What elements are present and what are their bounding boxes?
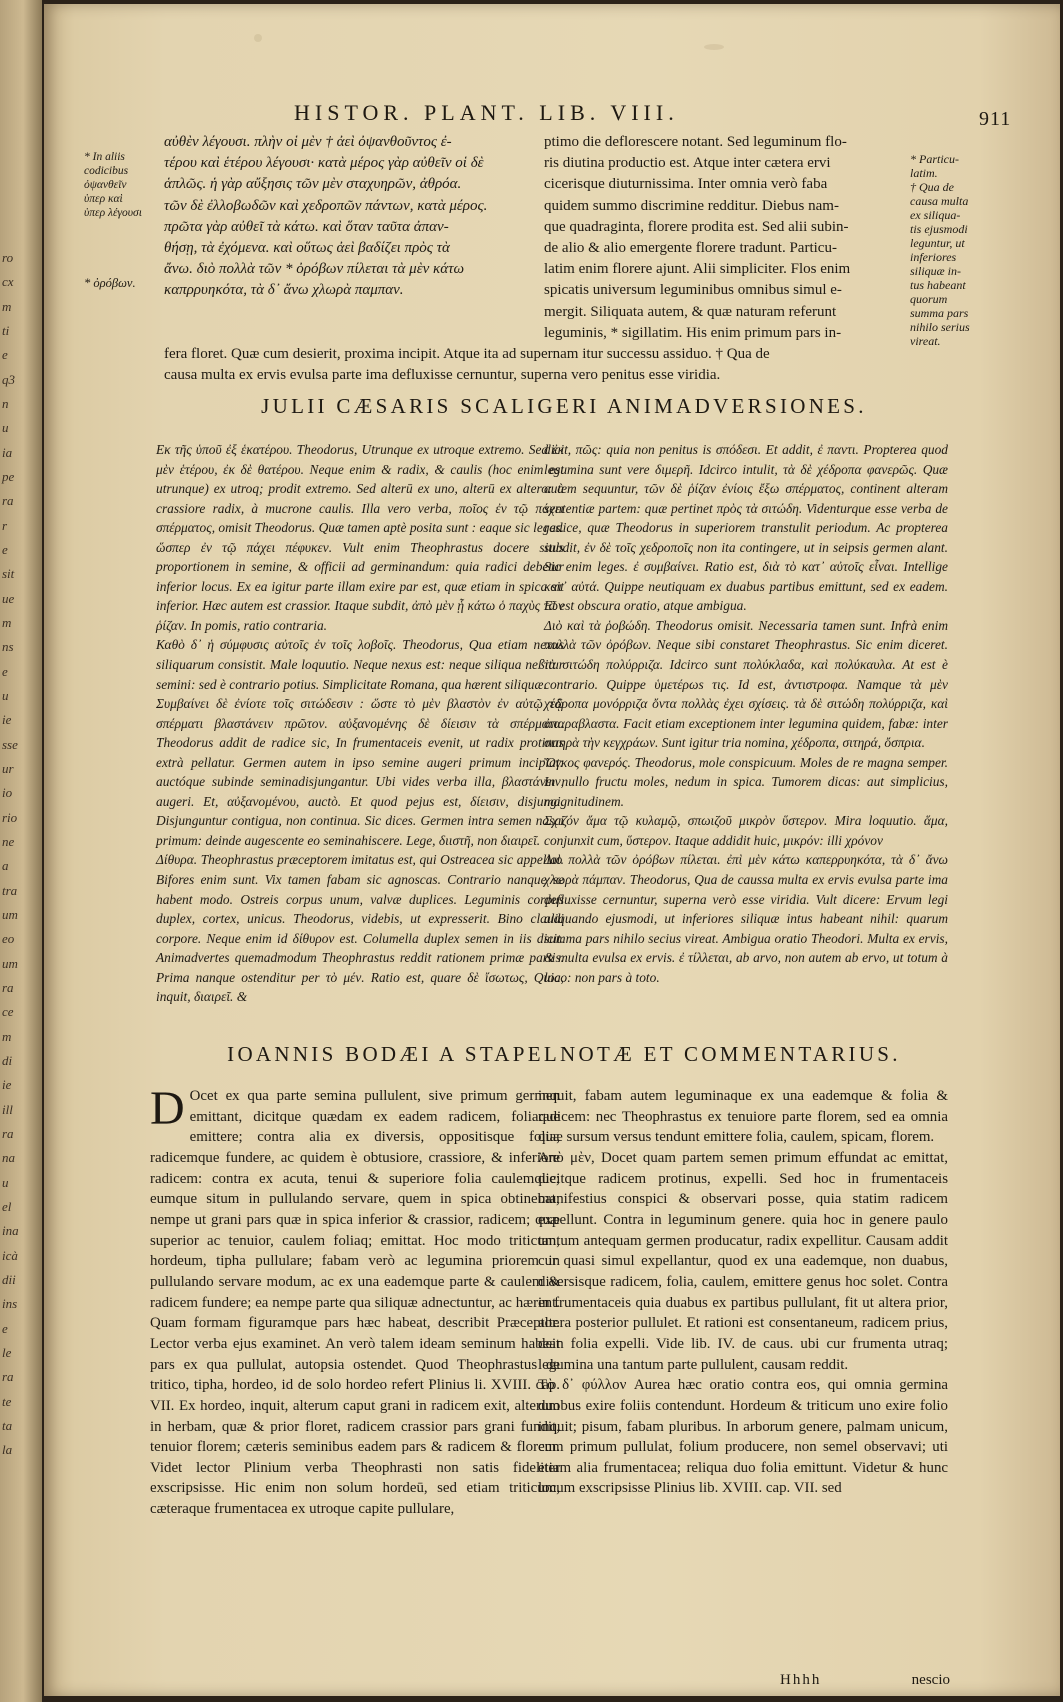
bodaeus-section-title: IOANNIS BODÆI A STAPELNOTÆ ET COMMENTARIUS.: [227, 1042, 901, 1066]
scaliger-section-title: JULII CÆSARIS SCALIGERI ANIMADVERSIONES.: [261, 394, 867, 418]
previous-page-fragment: eo: [2, 931, 15, 947]
previous-page-fragment: ro: [2, 250, 14, 265]
bodaeus-paragraph: Ἀπὸ μὲν, Docet quam partem semen primum effundat ac emittat, dicitque radicem protinus, expelli. Sed hoc in frumentaceis manifestius conspici & observari posse, quia statim radicem expellunt. Contra in leguminum genere. quia hoc in genere paulo tantum antequam germen producatur, radix expellitur. Causam addit cur quasi simul expellantur, quod ex una eademque, non duabus, diversisque radicem, folia, caulem, emittere genus hoc solet. Contra in frumentaceis quia duabus ex partibus pullulant, fit ut altera prior, altera posterior pullulet. Et rationi est consentaneum, radicem prius, dein folia expelli. Vide lib. IV. de caus. ubi cur frumenta utraq; legumina una tantum parte pullulent, causam reddit.: [538, 1149, 948, 1373]
previous-page-fragment: u: [2, 420, 9, 436]
previous-page-fragment: el: [2, 1199, 12, 1215]
previous-page-fragment: ta: [2, 1418, 13, 1434]
previous-page-fragment: ia: [2, 444, 13, 460]
scaliger-paragraph: Διὸ καὶ τὰ ῥοβώδη. Theodorus omisit. Necessaria tamen sunt. Infrà enim πολλὰ τῶν ὀρόβων. Neque sibi constaret Theophrastus. Sic enim diceret. τὰ σιτώδη πολύρριζα. Idcirco sunt πολύκλαδα, καὶ πολύκαυλα. At est è contrario. Quippe ὑμετέρωs τις. Id est, ἀντιστροφα. Namque τὰ μὲν χέδροπα μονόρριζα ὄντα πολλὰς ἐχει σχίσεις. τὰ δὲ σιτώδη πολύρριζα, καὶ ἀπαραβλαστα. Facit etiam exceptionem inter legumina quidem, fabæ: inter σιτηρὰ τὴν κεγχράων. Sunt igitur tria nomina, χέδροπα, σιτηρά, ὄσπρια.: [544, 617, 948, 751]
scaliger-left-column: [156, 440, 564, 1007]
catchword: nescio: [911, 1672, 950, 1688]
previous-page-fragment: n: [2, 396, 9, 412]
previous-page-fragment: sit: [2, 566, 15, 582]
previous-page-fragment: a: [2, 858, 9, 874]
previous-page-fragment: tra: [2, 882, 18, 898]
previous-page-fragment: dii: [2, 1272, 16, 1288]
book-page: [44, 4, 1060, 1696]
previous-page-fragment: u: [2, 1174, 9, 1190]
previous-page-fragment: ie: [2, 1077, 12, 1093]
previous-page-fragment: ins: [2, 1296, 18, 1312]
previous-page-fragment: ra: [2, 493, 14, 509]
previous-page-fragment: m: [2, 615, 12, 631]
scaliger-paragraph: Εκ τῆς ὑποῦ ἐξ ἑκατέρου. Theodorus, Utrunque ex utroque extremo. Sed ἐκ μὲν ἑτέρου, ἐκ δὲ θατέρου. Neque enim & radix, & caulis (hoc enim est utrunque) ex utroq; prodit extremo. Sed alterū ex uno, alterū ex altero: à crassiore radix, à mucrone caulis. Illa vero verba, ποῖος ἐν τῷ πάχει σπέρματος, omisit Theodorus. Quæ tamen aptè posita sunt : eaque sic leges. ὥσπερ ἐν τῷ πάχει πέφυκεν. Vult enim Theophrastus docere situs proportionem in semine, & officii ad germinandum: quia radici debetur inferior locus. Ex ea igitur parte illam exire par est, quæ etiam in spica sit inferior. Hæc autem est crassior. Itaque subdit, ἀπὸ μὲν ᾗ κάτω ὁ παχὺς τῶν ῥίζαν. In pomis, ratio contraria.: [156, 442, 564, 633]
previous-page-fragment: sse: [2, 736, 18, 752]
page-number: 911: [979, 108, 1012, 130]
previous-page-edge: [0, 0, 42, 1702]
previous-page-fragment: ue: [2, 590, 15, 606]
previous-page-fragment: m: [2, 298, 12, 314]
previous-page-fragment: icà: [2, 1247, 18, 1263]
previous-page-fragment: um: [2, 907, 18, 923]
previous-page-fragment: u: [2, 688, 9, 704]
previous-page-fragment: ce: [2, 1004, 14, 1020]
latin-translation-block: ptimo die deflorescere notant. Sed leguminum flo- ris diutina productio est. Atque inter cætera ervi cicerisque diuturnissima. Inter omnia verò faba quidem summo discrimine redditur. Diebus nam- que quadraginta, florere prodita est. Sed alii subin- de alio & alio emergente florere tradunt. Particu- latim enim florere ajunt. Alii simpliciter. Flos enim spicatis universum leguminibus omnibus simul e- mergit. Siliquata autem, & quæ naturam referunt leguminis, * sigillatim. His enim primum pars in-: [544, 134, 851, 341]
previous-page-fragment: ti: [2, 323, 10, 338]
scaliger-paragraph: Συμβαίνει δὲ ἐνίοτε τοῖς σιτώδεσιν : ὥστε τὸ μὲν βλαστὸν ἐν αὐτῷ τῷ σπέρματι βλαστάνειν πρῶτον. αὐξανομένης δὲ δίεισιν τὰ σπέρματα. Theodorus addit de radice sic, In frumentaceis evenit, ut radix protinus extrà pellatur. Germen autem in ipso semine augeri primum incipiat: auctóque subinde seminadisjungantur. Ubi vides verba illa, βλαστάνειν, augeri. Et, αὐξανομένου, auctò. Et quod pejus est, δίεισιν, disjungi. Disjunguntur contigua, non continua. Sic dices. Germen intra semen nasci primum: deinde augescente eo seminahiscere. Lege, διιστῆ, non διαιρεῖ.: [156, 696, 564, 848]
previous-page-fragment: te: [2, 1393, 12, 1409]
greek-text-block: αὐθὲν λέγουσι. πλὴν οἱ μὲν † ἀεὶ ὀψανθοῦντος ἐ- τέρου καὶ ἑτέρου λέγουσι· κατὰ μέρος γὰρ αὐθεῖν οἱ δὲ ἁπλῶς. ἡ γὰρ αὔξησις τῶν μὲν σταχυηρῶν, ἀθρόα. τῶν δὲ ἐλλοβωδῶν καὶ χεδροπῶν πάντων, κατὰ μέρος. πρῶτα γὰρ αὐθεῖ τὰ κάτω. καὶ ὅταν ταῦτα ἀπαν- θήσῃ, τὰ ἐχόμενα. καὶ οὕτως ἀεὶ βαδίζει πρὸς τὰ ἄνω. διὸ πολλὰ τῶν * ὀρόβων πίλεται τὰ μὲν κάτω καπρρυηκότα, τὰ δ᾽ ἄνω χλωρὰ παμπαν.: [164, 134, 488, 299]
bodaeus-left-column: D Ocet ex qua parte semina pullulent, sive primum germen emittant, dicitque quædam ex eadem radicem, foliaque emittere; contra alia ex diversis, oppositisque folia, radicemque fundere, ac quidem è obtusiore, crassiore, & inferiore radicem: contra ex acuta, tenui & superiore folia caulemque; eumque situm in pullulando servare, quem in spica obtinebat; nempe ut grani pars quæ in spica inferior & crassior, radicem; quæ superior ac tenuior, caulem foliaq; emittat. Hoc modo triticum, hordeum, tipha pullulare; fabam verò ac legumina priorem in pullulando servare modum, ac ex una eademque parte & caulem & radicem fundere; ea nempe parte qua siliquæ adnectuntur, ac hærent. Quam formam figuramque pars hæc habeat, describit Præceptor. Lector verba ejus examinet. An verò talem ideam seminum habeat pars ex qua pullulat, autopsia ostendet. Quod Theophrastus de tritico, tipha, hordeo, id de solo hordeo refert Plinius li. XVIII. cap. VII. Ex hordeo, inquit, alterum caput grani in radicem exit, alterum in herbam, quæ & prior floret, radicem crassior pars grani fundit, tenuior florem; cæteris seminibus eadem pars & radicem & florem. Videt lector Plinium verba Theophrasti non satis fideliter exscripsisse. Hic enim non solum hordeū, sed etiam triticum, cæteraque frumentacea ex utroque capite pullulare,: [150, 1082, 560, 1518]
previous-page-fragment: e: [2, 1320, 8, 1336]
bodaeus-paragraph: inquit, fabam autem leguminaque ex una eademque & folia & radicem: nec Theophrastus ex tenuiore parte florem, sed ea omnia quæ sursum versus tendunt emittere folia, caulem, spicam, florem.: [538, 1088, 948, 1146]
previous-page-fragment: le: [2, 1345, 12, 1361]
latin-full-width-lines: fera floret. Quæ cum desierit, proxima incipit. Atque ita ad supernam itur successu assiduo. † Qua de causa multa ex ervis evulsa parte ima defluxisse cernuntur, superna vero penitus esse viridia.: [164, 346, 770, 384]
scaliger-right-column: [544, 440, 948, 987]
previous-page-fragment: na: [2, 1150, 15, 1166]
previous-page-fragment: ur: [2, 761, 14, 777]
scaliger-paragraph: Δίθυρα. Theophrastus præceptorem imitatus est, qui Ostreacea sic appellat. Bifores enim sunt. Vix tamen fabam sic agnoscas. Contrario nanque se habent modo. Ostreis corpus unum, valvæ duplices. Leguminis corpus duplex, cortex, unicus. Theodorus, videbis, ut expresserit. Bino claudi corpore. Neque enim id δίθυρον est. Columella duplex semen in iis dicit. Animadvertes quemadmodum Theophrastus reddit rationem primæ partis. Prima nanque ostenditur per τὸ μέν. Ratio est, quare δὲ ἴσωτως, Quia, inquit, διαιρεῖ. &: [156, 852, 564, 1005]
drop-cap: D: [150, 1082, 185, 1135]
previous-page-fragment: r: [2, 517, 8, 533]
previous-page-fragment: rio: [2, 809, 18, 825]
scaliger-paragraph: dicit, πῶς: quia non penitus is σπόδεσι. Et addit, ἐ παντι. Propterea quod legumina sunt vere διμερῆ. Idcirco intulit, τὰ δὲ χέδροπα φανερῶς. Quæ autem sequuntur, τῶν δὲ ῥίζαν ἐνίοις ἔξω σπέρματος, continent alteram sententiæ partem: quæ pertinet πρὸς τὰ σιτώδη. Videnturque esse verba de radice, quæ Theodorus in superiorem transtulit periodum. Ac propterea subdit, ἐν δὲ τοῖς χεδροποῖς non ita contingere, ut in seipsis germen alant. Sic enim leges. ἐ συμβαίνει. Ratio est, διὰ τὸ κατ᾽ αὐτοῖς εἶναι. Intellige κατ᾽ αὐτά. Quippe neutiquam ex duabus partibus emittunt, sed ex eadem. Et est obscura oratio, atque ambigua.: [544, 442, 948, 614]
previous-page-fragment: ina: [2, 1223, 19, 1239]
previous-page-fragment: ns: [2, 639, 14, 655]
previous-page-fragment: ie: [2, 712, 12, 728]
scaliger-paragraph: Καθὸ δ᾽ ἡ σύμφυσις αὐτοῖς ἐν τοῖς λοβοῖς. Theodorus, Qua etiam nexus siliquarum consistit. Male loquutio. Neque nexus est: neque siliqua neßitur semini: sed è contrario potius. Simplicitate Romana, qua hærent siliquæ.: [156, 637, 564, 692]
previous-page-fragment: m: [2, 1028, 12, 1044]
previous-page-fragment: q3: [2, 371, 15, 387]
scaliger-paragraph: Διὸ πολλὰ τῶν ὀρόβων πίλεται. ἐπὶ μὲν κάτω καπερρυηκότα, τὰ δ᾽ ἄνω χλωρὰ πάμπαν. Theodorus, Qua de caussa multa ex ervis evulsa parte ima defluxisse cernuntur, superna verò esse viridia. Vult dicere: Ervum legi aliquando ejusmodi, ut inferiores siliquæ intus habeant nihil: quarum summa pars nihilo secius vireat. Ambigua oratio Theodori. Multa ex ervis, & multa evulsa ex ervis. ἐ τίλλεται, ab arvo, non autem ab ervo, ut totum à loco: non pars à toto.: [544, 852, 948, 985]
scaliger-paragraph: Σχιζόν ἅμα τῷ κυλαμῷ, σπωιζοῦ μικρὸν ὕστερον. Mira loquutio. ἅμα, conjunxit cum, ὕστερον. Itaque addidit huic, μικρόν: illi χρόνον: [544, 813, 948, 848]
bodaeus-right-column: [538, 1086, 948, 1499]
margin-note-right: * Particu- latim. † Qua de causa multa ex siliqua- tis ejusmodi leguntur, ut inferiores siliquæ in- tus habeant quorum summa pars nihilo serius vireat.: [910, 152, 970, 348]
margin-note-orobon: * ὀρόβων.: [84, 276, 136, 290]
previous-page-fragment: la: [2, 1442, 13, 1458]
scaliger-paragraph: Ὄγκος φανερός. Theodorus, mole conspicuum. Moles de re magna semper. In nullo fructu moles, nedum in spica. Tumorem dicas: aut simplicius, magnitudinem.: [544, 754, 948, 809]
previous-page-fragment: ra: [2, 980, 14, 996]
previous-page-fragment: di: [2, 1053, 13, 1069]
bodaeus-paragraph: Τὸ δ᾽ φύλλον Aurea hæc oratio contra eos, qui omnia germina duobus exire foliis contendunt. Hordeum & triticum uno exire folio inquit; pisum, fabam pluribus. In arborum genere, palmam unicum, cum primum pullulat, folium producere, non semel observavi; uti etiam alia frumentacea; reliqua duo folia emittunt. Videtur & hunc locum exscripsisse Plinius lib. XVIII. cap. VII. sed: [538, 1377, 948, 1497]
previous-page-fragment: e: [2, 347, 8, 363]
previous-page-fragment: ne: [2, 834, 15, 850]
running-title: HISTOR. PLANT. LIB. VIII.: [294, 100, 679, 125]
signature-mark: Hhhh: [780, 1672, 822, 1688]
previous-page-fragment: ra: [2, 1126, 14, 1142]
previous-page-fragment: io: [2, 785, 13, 801]
previous-page-fragment: e: [2, 542, 8, 558]
previous-page-fragment: ra: [2, 1369, 14, 1385]
previous-page-fragment: um: [2, 955, 18, 971]
previous-page-fragment: cx: [2, 274, 14, 290]
previous-page-fragment: e: [2, 663, 8, 679]
previous-page-fragment: pe: [2, 469, 15, 485]
previous-page-fragment: ill: [2, 1101, 13, 1117]
margin-note-variant-reading: * In aliis codicibus ὀψανθεῖν ὑπερ καὶ ὑπερ λέγουσι: [84, 151, 142, 219]
